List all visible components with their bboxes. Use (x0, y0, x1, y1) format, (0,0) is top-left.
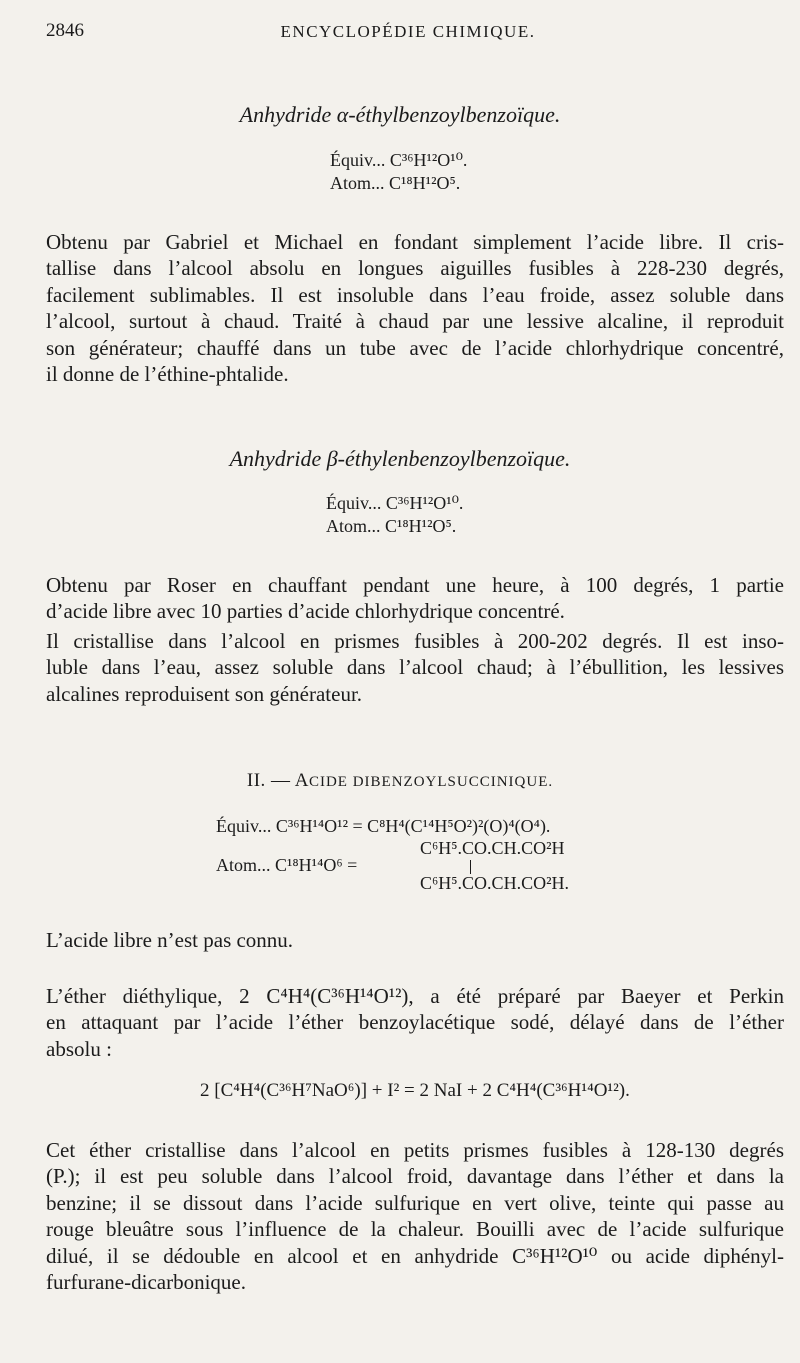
paragraph-line: absolu : (46, 1036, 112, 1061)
paragraph-free-acid (46, 927, 784, 953)
paragraph-line: L’éther diéthylique, 2 C⁴H⁴(C³⁶H¹⁴O¹²), a été préparé par Baeyer et Perkin (46, 984, 784, 1008)
section-title-alpha: Anhydride α-éthylbenzoylbenzoïque. (239, 102, 561, 127)
paragraph-line: Il cristallise dans l’alcool en prismes fusibles à 200-202 degrés. Il est inso- (46, 629, 784, 653)
paragraph-line: L’acide libre n’est pas connu. (46, 928, 294, 952)
section-heading-text: CIDE DIBENZOYLSUCCINIQUE. (308, 774, 554, 790)
reaction-equation: 2 [C⁴H⁴(C³⁶H⁷NaO⁶)] + I² = 2 NaI + 2 C⁴H⁴(C³⁶H¹⁴O¹²). (200, 1080, 630, 1101)
page-number: 2846 (46, 20, 84, 41)
page-header (46, 20, 770, 48)
section-title-beta: Anhydride β-éthylenbenzoylbenzoïque. (229, 446, 571, 471)
paragraph-beta-1 (46, 572, 784, 625)
formula-atom-alpha: Atom... C¹⁸H¹²O⁵. (330, 173, 461, 193)
paragraph-line: en attaquant par l’acide l’éther benzoylacétique sodé, délayé dans de l’éther (46, 1010, 784, 1035)
formula-atom-label: Atom... C¹⁸H¹⁴O⁶ = (216, 855, 358, 875)
paragraph-line: son générateur; chauffé dans un tube avec de l’acide chlorhydrique concentré, (46, 335, 784, 360)
paragraph-ether-properties (46, 1137, 784, 1295)
paragraph-line: Obtenu par Roser en chauffant pendant une heure, à 100 degrés, 1 partie (46, 573, 784, 597)
paragraph-ether (46, 983, 784, 1062)
section-heading-number: II. — A (246, 770, 309, 791)
paragraph-line: d’acide libre avec 10 parties d’acide chlorhydrique concentré. (46, 599, 565, 624)
formula-atom-beta: Atom... C¹⁸H¹²O⁵. (326, 516, 457, 536)
paragraph-line: Cet éther cristallise dans l’alcool en petits prismes fusibles à 128-130 degrés (46, 1138, 784, 1162)
paragraph-line: Obtenu par Gabriel et Michael en fondant simplement l’acide libre. Il cris- (46, 230, 784, 254)
paragraph-alpha (46, 229, 784, 387)
formula-atom-top: C⁶H⁵.CO.CH.CO²H (420, 838, 565, 858)
paragraph-line: il donne de l’éthine-phtalide. (46, 361, 289, 386)
formula-equiv-beta: Équiv... C³⁶H¹²O¹⁰. (326, 493, 464, 513)
paragraph-line: (P.); il est peu soluble dans l’alcool froid, davantage dans l’éther et dans la (46, 1164, 784, 1189)
paragraph-line: facilement sublimables. Il est insoluble dans l’eau froide, assez soluble dans (46, 282, 784, 307)
paragraph-line: alcalines reproduisent son générateur. (46, 681, 363, 706)
bond-line (470, 860, 471, 874)
paragraph-line: rouge bleuâtre sous l’influence de la chaleur. Bouilli avec de l’acide sulfurique (46, 1217, 784, 1242)
paragraph-line: luble dans l’eau, assez soluble dans l’alcool chaud; à l’ébullition, les lessives (46, 655, 784, 680)
paragraph-line: benzine; il se dissout dans l’acide sulfurique en vert olive, teinte qui passe au (46, 1190, 784, 1215)
paragraph-beta-2 (46, 628, 784, 707)
formula-equiv-alpha: Équiv... C³⁶H¹²O¹⁰. (330, 150, 468, 170)
section-heading-dibenzoylsuccinique (0, 770, 800, 792)
running-title: ENCYCLOPÉDIE CHIMIQUE. (280, 22, 536, 41)
paragraph-line: tallise dans l’alcool absolu en longues aiguilles fusibles à 228-230 degrés, (46, 256, 784, 281)
formula-equiv-dibenzoyl: Équiv... C³⁶H¹⁴O¹² = C⁸H⁴(C¹⁴H⁵O²)²(O)⁴(O⁴). (216, 816, 551, 836)
paragraph-line: furfurane-dicarbonique. (46, 1269, 246, 1294)
paragraph-line: l’alcool, surtout à chaud. Traité à chaud par une lessive alcaline, il reproduit (46, 309, 784, 334)
formula-atom-bottom: C⁶H⁵.CO.CH.CO²H. (420, 873, 569, 893)
paragraph-line: dilué, il se dédouble en alcool et en anhydride C³⁶H¹²O¹⁰ ou acide diphényl- (46, 1243, 784, 1268)
